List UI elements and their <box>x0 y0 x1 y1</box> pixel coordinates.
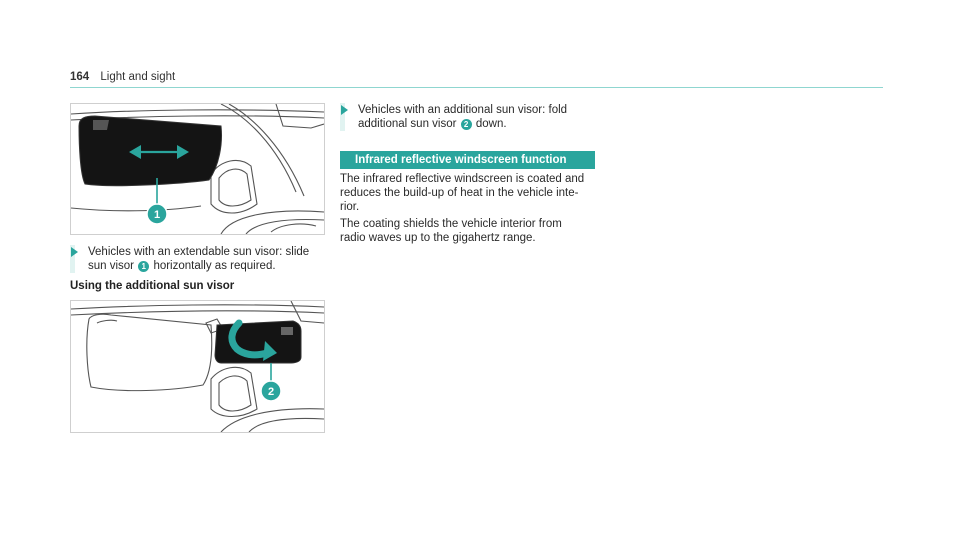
sun-visor-slide-illustration <box>71 104 324 234</box>
para1-line: rior. <box>340 201 360 213</box>
figure-additional-sun-visor <box>70 300 325 433</box>
callout-2-badge: 2 <box>461 119 472 130</box>
section-paragraph-1 <box>340 172 595 214</box>
para2-line: The coating shields the vehicle interior from <box>340 218 562 230</box>
additional-sun-visor-fold-illustration <box>71 301 324 432</box>
step-arrow-icon <box>71 247 78 257</box>
page-header <box>70 71 175 83</box>
header-divider <box>70 87 883 88</box>
step-additional-visor <box>340 103 600 131</box>
section-paragraph-2 <box>340 217 595 245</box>
step1-line2-post: horizontally as required. <box>153 260 276 272</box>
step1-line2-pre: sun visor <box>88 260 135 272</box>
step-extendable-visor <box>70 245 330 273</box>
page-number: 164 <box>70 71 90 83</box>
step2-line2-post: down. <box>475 118 507 130</box>
callout-1-badge: 1 <box>138 261 149 272</box>
section-title: Light and sight <box>100 71 176 83</box>
step-arrow-icon <box>341 105 348 115</box>
figure1-callout: 1 <box>153 209 161 221</box>
para1-line: The infrared reflective windscreen is coated and <box>340 173 585 185</box>
step2-line2-pre: additional sun visor <box>358 118 457 130</box>
figure2-callout: 2 <box>267 386 275 398</box>
para2-line: radio waves up to the gigahertz range. <box>340 232 536 244</box>
step1-line1: Vehicles with an extendable sun visor: slide <box>88 246 310 258</box>
para1-line: reduces the build-up of heat in the vehicle inte- <box>340 187 579 199</box>
figure-sun-visor-slide <box>70 103 325 235</box>
step2-line1: Vehicles with an additional sun visor: fold <box>358 104 568 116</box>
section-heading: Infrared reflective windscreen function <box>340 151 595 169</box>
subheading: Using the additional sun visor <box>70 280 235 292</box>
